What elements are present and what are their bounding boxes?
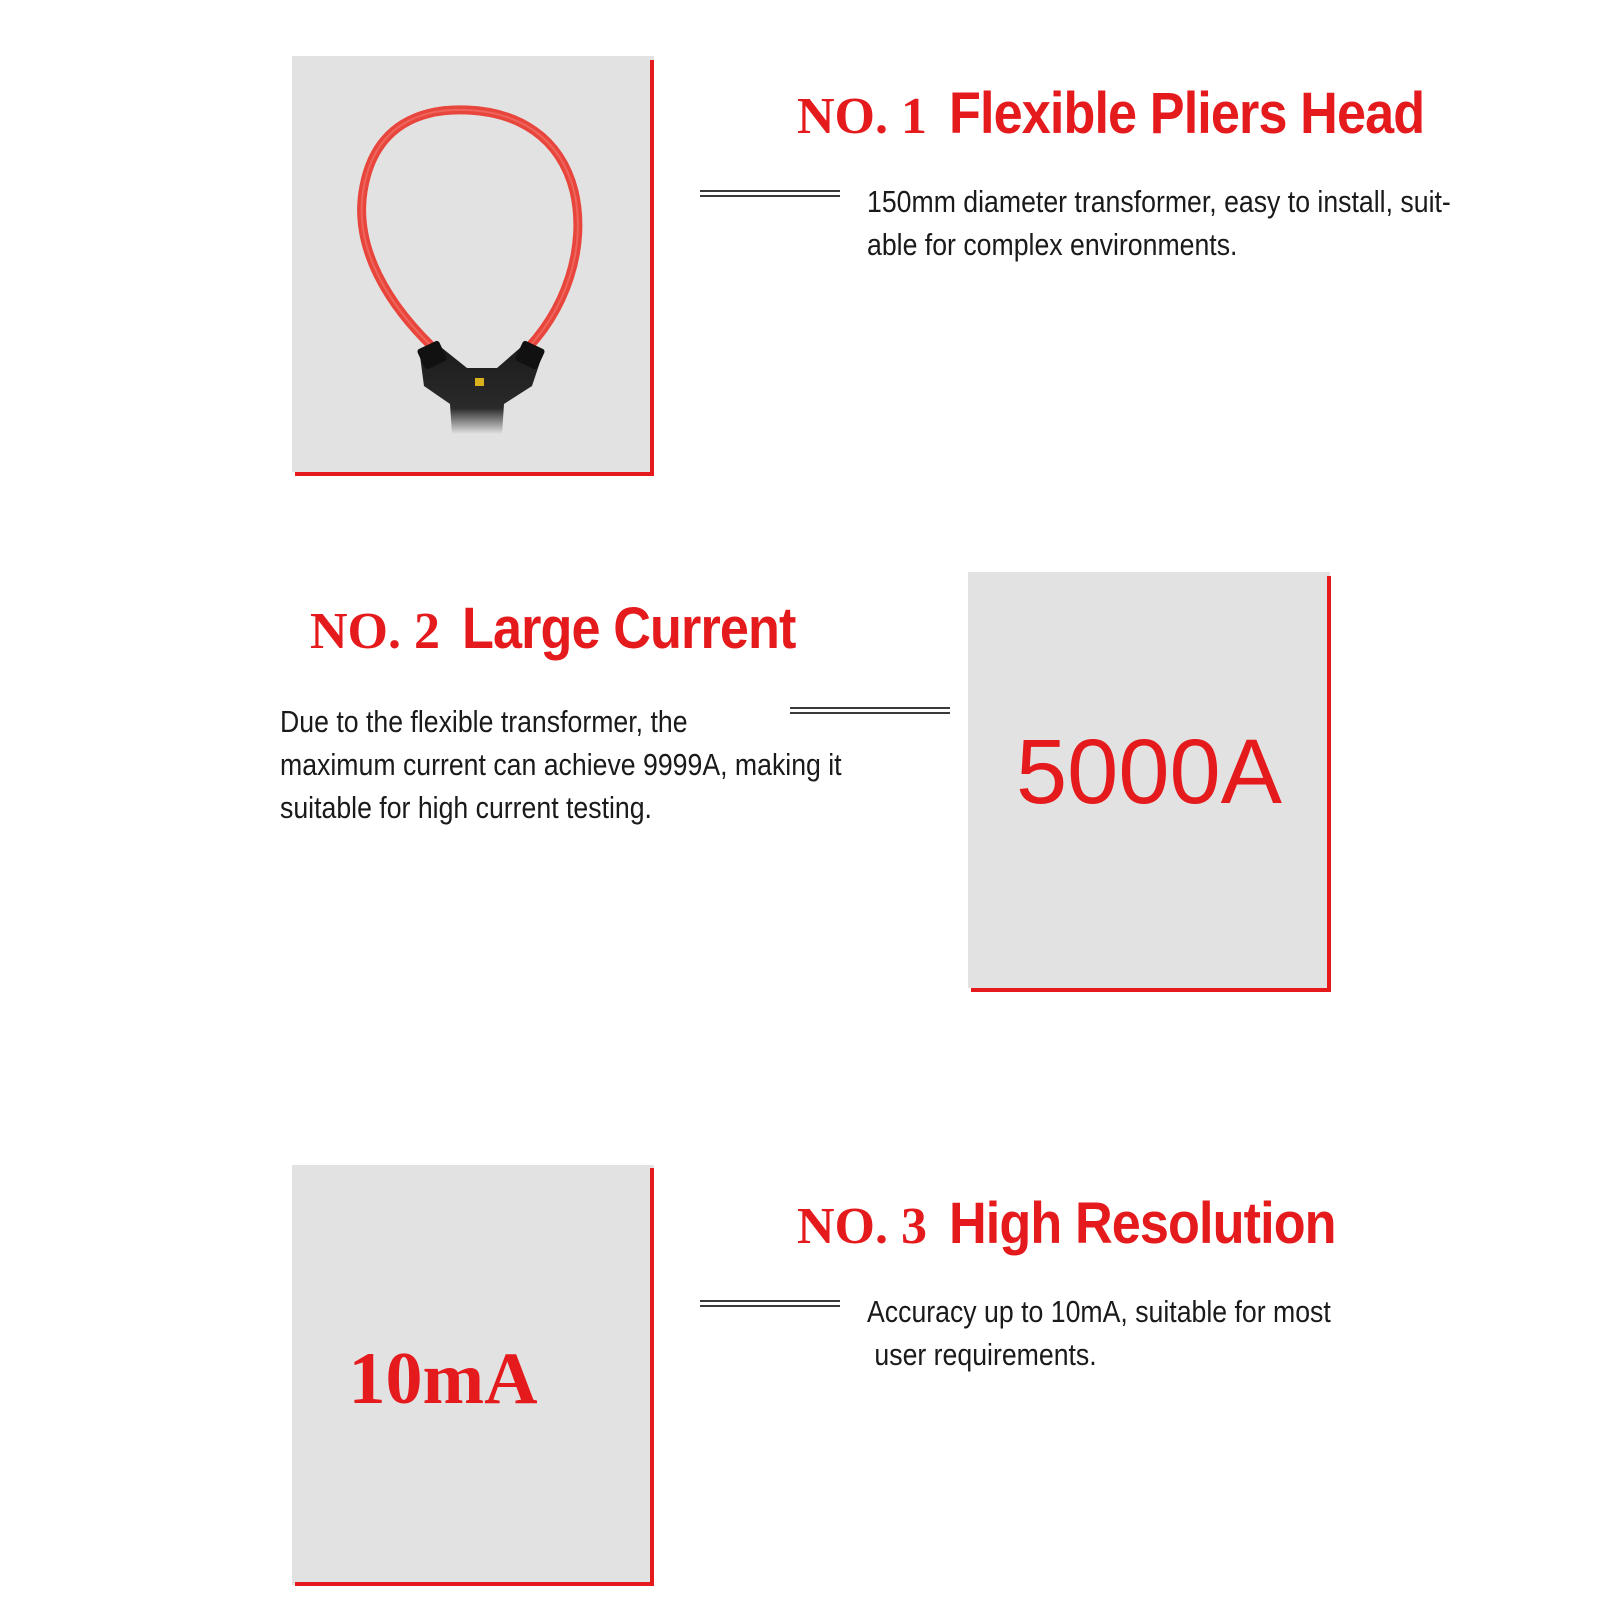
panel-accent-right xyxy=(650,1168,654,1586)
section-number: NO. 2 xyxy=(310,603,440,660)
section-description xyxy=(867,1290,1331,1376)
panel-accent-bottom xyxy=(295,1582,654,1586)
section-title: Large Current xyxy=(462,596,796,661)
section-number: NO. 1 xyxy=(797,88,927,145)
section-heading xyxy=(797,1190,1379,1257)
section-heading xyxy=(797,80,1477,147)
section-heading xyxy=(310,595,833,662)
description-line: 150mm diameter transformer, easy to install, suit- xyxy=(867,184,1451,219)
panel-accent-bottom xyxy=(295,472,654,476)
section-description xyxy=(280,700,842,829)
description-line: Accuracy up to 10mA, suitable for most xyxy=(867,1294,1331,1329)
panel-accent-bottom xyxy=(971,988,1331,992)
product-image-panel xyxy=(292,56,654,472)
section-number: NO. 3 xyxy=(797,1198,927,1255)
section-title: Flexible Pliers Head xyxy=(949,81,1425,146)
value-panel xyxy=(968,572,1330,988)
description-line: user requirements. xyxy=(867,1337,1097,1372)
description-line: suitable for high current testing. xyxy=(280,790,652,825)
flexible-clamp-coil-image xyxy=(292,56,654,472)
panel-accent-right xyxy=(650,60,654,476)
section-description xyxy=(867,180,1451,266)
resolution-value: 10mA xyxy=(348,1338,538,1420)
decorative-lines xyxy=(700,1300,840,1310)
description-line: Due to the flexible transformer, the xyxy=(280,704,688,739)
description-line: maximum current can achieve 9999A, making it xyxy=(280,747,842,782)
panel-accent-right xyxy=(1327,576,1331,992)
value-panel xyxy=(292,1165,654,1585)
decorative-lines xyxy=(790,707,950,717)
decorative-lines xyxy=(700,190,840,200)
section-title: High Resolution xyxy=(949,1191,1336,1256)
description-line: able for complex environments. xyxy=(867,227,1238,262)
max-current-value: 5000A xyxy=(1015,721,1283,823)
